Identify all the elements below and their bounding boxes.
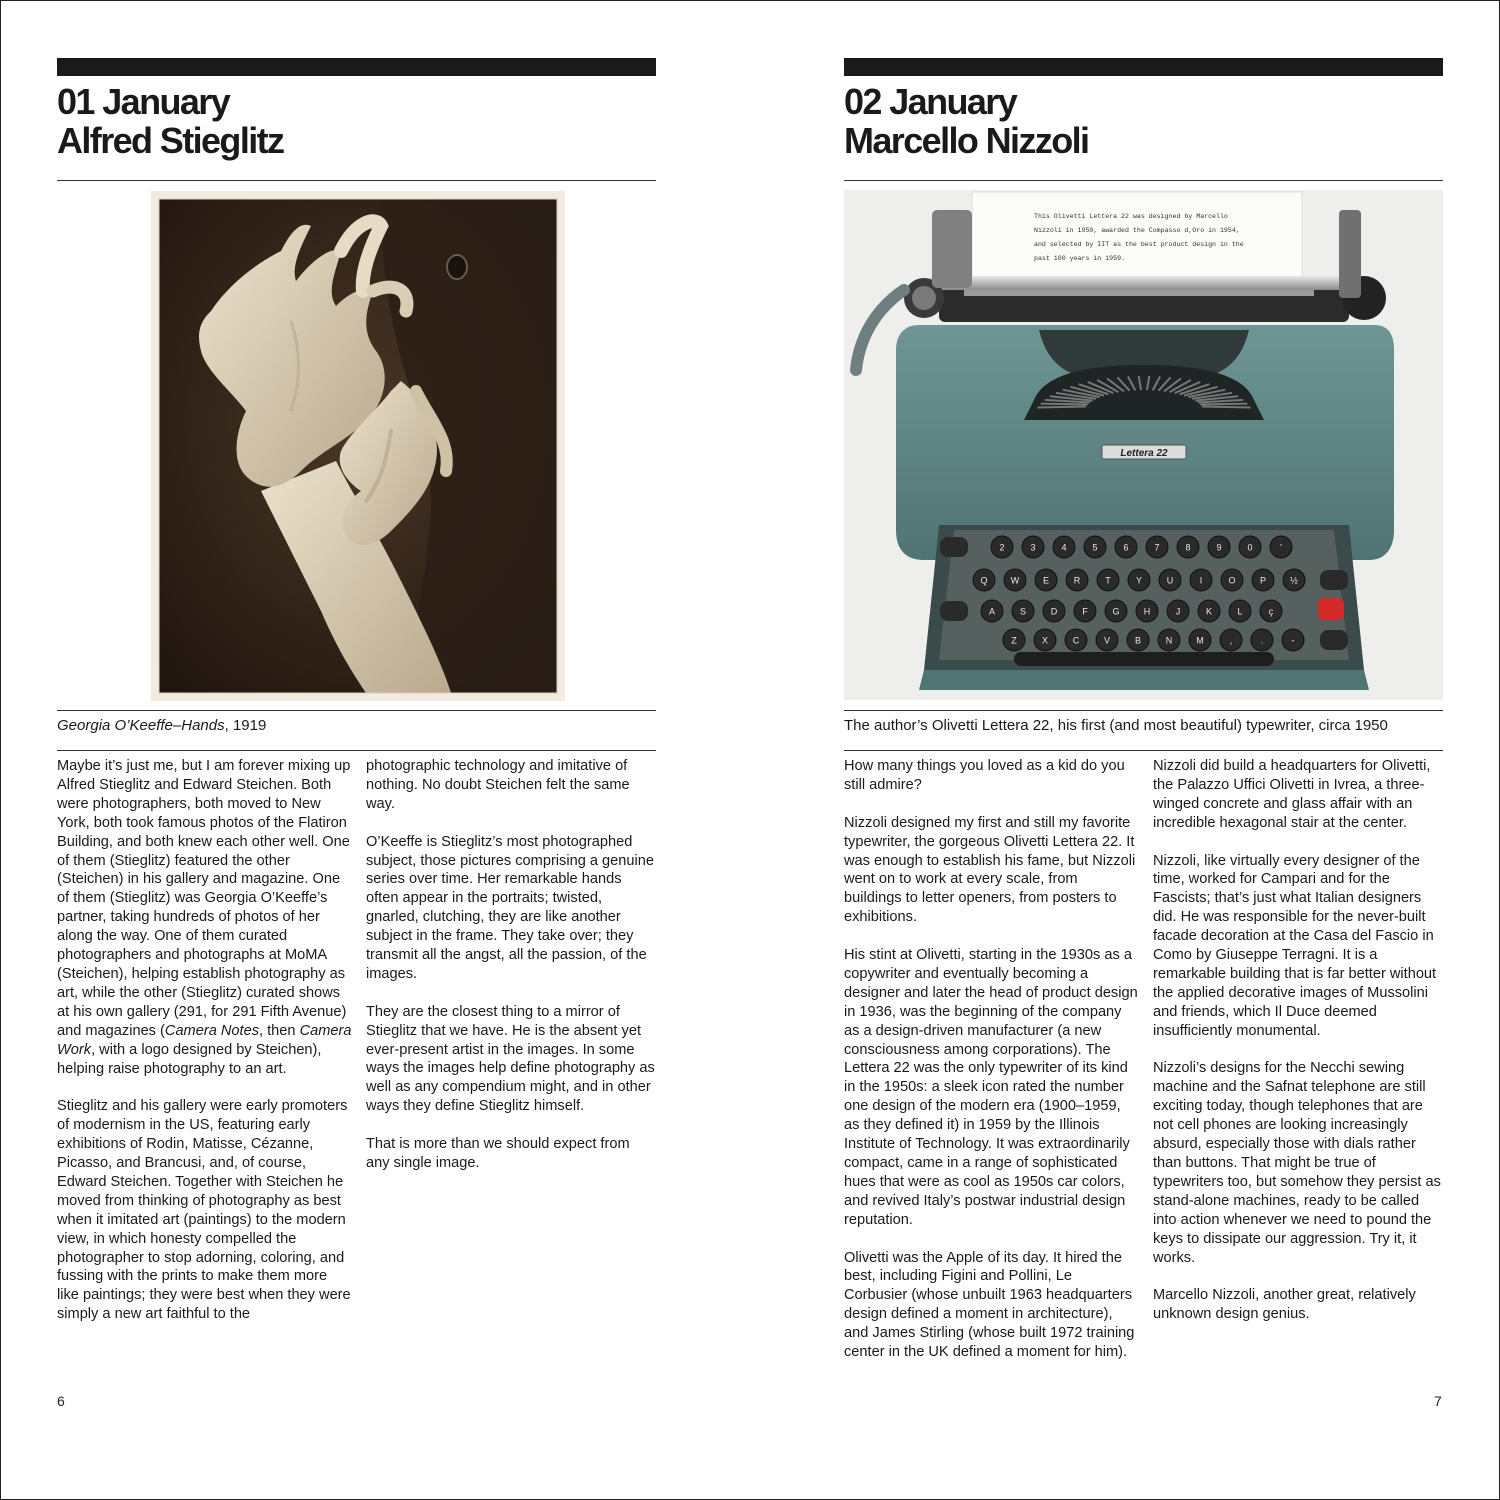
svg-text:M: M: [1196, 635, 1204, 646]
typewriter-key: [1097, 569, 1119, 591]
typewriter-key: [1270, 536, 1292, 558]
typewriter-key: [1034, 629, 1056, 651]
svg-text:L: L: [1237, 606, 1243, 617]
paragraph: They are the closest thing to a mirror of Stieglitz that we have. He is the absent yet ever-present artist in the images. In some ways the images help define photography as well as any compendium might, and in other ways they define Stieglitz himself.: [366, 1003, 655, 1115]
paragraph: Nizzoli’s designs for the Necchi sewing machine and the Safnat telephone are still exciting today, though telephones that are not cell phones are looking increasingly absurd, especially those with dials rather than buttons. That might be true of typewriters too, but somehow they persist as stand-alone machines, ready to be called into action whenever we need to pound the keys to dissipate our aggression. Try it, it works.: [1153, 1060, 1441, 1266]
caption-rule-top: [844, 710, 1443, 711]
typewriter-key: [1282, 629, 1304, 651]
typewriter-key: [1159, 569, 1181, 591]
svg-text:-: -: [1291, 635, 1295, 646]
page-number-right: 7: [1434, 1393, 1442, 1409]
typewriter-key: [1136, 600, 1158, 622]
caption-year: , 1919: [224, 717, 267, 734]
typewriter-modifier-key: [940, 601, 968, 621]
svg-text:T: T: [1105, 575, 1111, 586]
typewriter-key: [973, 569, 995, 591]
svg-text:J: J: [1175, 606, 1181, 617]
body-column-2: [366, 757, 656, 1192]
entry-name: Marcello Nizzoli: [844, 120, 1089, 161]
svg-text:5: 5: [1092, 542, 1098, 553]
typewriter-key: [1105, 600, 1127, 622]
svg-text:G: G: [1112, 606, 1120, 617]
paragraph: O’Keeffe is Stieglitz’s most photographed subject, those pictures comprising a genuine series over time. Her remarkable hands often appear in the portraits; twisted, gnarled, clutching, they are like another subject in the frame. They take over; they transmit all the angst, all the passion, of the images.: [366, 833, 654, 982]
entry-date: 02 January: [844, 81, 1017, 122]
typewriter-key: [1189, 629, 1211, 651]
typewriter-key: [1066, 569, 1088, 591]
svg-text:A: A: [988, 606, 996, 617]
typewriter-key: [1208, 536, 1230, 558]
right-page: [844, 0, 1444, 1500]
typewriter-key: [1127, 629, 1149, 651]
svg-text:.: .: [1260, 635, 1264, 646]
photo-caption: [57, 716, 657, 736]
photo-okeeffe-hands: [151, 191, 565, 701]
svg-text:O: O: [1228, 575, 1236, 586]
svg-text:V: V: [1103, 635, 1111, 646]
svg-text:D: D: [1050, 606, 1058, 617]
paragraph: Maybe it’s just me, but I am forever mixing up Alfred Stieglitz and Edward Steichen. Both were photographers, both moved to New York, both took famous photos of the Flatiron Building, and both knew each other well. One of them (Stieglitz) featured the other (Steichen) in his gallery and magazine. One of them (Stieglitz) was Georgia O’Keeffe’s partner, taking hundreds of photos of her along the way. One of them curated photographers and photographs at MoMA (Steichen), helping establish photography as art, while the other (Stieglitz) curated shows at his own gallery (291, for 291 Fifth Avenue) and magazines (Camera Notes, then Camera Work, with a logo designed by Steichen), helping raise photography to an art.: [57, 758, 352, 1077]
svg-text:N: N: [1165, 635, 1173, 646]
svg-text:,: ,: [1229, 635, 1233, 646]
typewriter-badge: Lettera 22: [1120, 448, 1168, 459]
typewriter-key: [1128, 569, 1150, 591]
typewriter-key: [1146, 536, 1168, 558]
svg-text:7: 7: [1154, 542, 1160, 553]
svg-text:R: R: [1073, 575, 1081, 586]
paragraph: How many things you loved as a kid do you still admire?: [844, 758, 1125, 793]
typewriter-key: [1053, 536, 1075, 558]
typebar: [1037, 407, 1085, 408]
typewriter-key: [1096, 629, 1118, 651]
caption-rule-top: [57, 710, 656, 711]
svg-text:3: 3: [1030, 542, 1036, 553]
typewriter-key: [1221, 569, 1243, 591]
paragraph: His stint at Olivetti, starting in the 1930s as a copywriter and eventually becoming a designer and later the head of product design in 1936, was the beginning of the company as a design-driven manufacturer (a new consciousness among corporations). The Lettera 22 was the only typewriter of its kind in the 1950s: a sleek icon rated the number one design of the modern era (1900–1959, as they defined it) in 1959 by the Illinois Institute of Technology. It was extraordinarily compact, came in a range of sophisticated hues that were as cool as 1950s car colors, and revived Italy’s postwar industrial design reputation.: [844, 947, 1138, 1228]
typed-line: and selected by IIT as the best product design in the: [1034, 241, 1244, 248]
typebar: [1041, 404, 1088, 405]
svg-text:9: 9: [1216, 542, 1222, 553]
svg-text:W: W: [1010, 575, 1020, 586]
typewriter-key: [1084, 536, 1106, 558]
typewriter-key: [1012, 600, 1034, 622]
typewriter-key: [1220, 629, 1242, 651]
svg-text:0: 0: [1247, 542, 1253, 553]
typewriter-key: [981, 600, 1003, 622]
page-number-left: 6: [57, 1393, 65, 1409]
typewriter-key: [1260, 600, 1282, 622]
svg-text:I: I: [1199, 575, 1203, 586]
svg-text:ç: ç: [1268, 606, 1274, 617]
typewriter-key: [1003, 629, 1025, 651]
paragraph: Stieglitz and his gallery were early promoters of modernism in the US, featuring early exhibitions of Rodin, Matisse, Cézanne, Picasso, and Brancusi, and, of course, Edward Steichen. Together with Steichen he moved from thinking of photography as best when it imitated art (paintings) to the modern view, in which honesty compelled the photographer to stop adorning, coloring, and fussing with the prints to make them more like paintings; they were best when they were simply a new art faithful to the: [57, 1098, 351, 1323]
svg-text:K: K: [1205, 606, 1213, 617]
left-page: [57, 0, 657, 1500]
paragraph: photographic technology and imitative of nothing. No doubt Steichen felt the same way.: [366, 758, 630, 812]
svg-text:E: E: [1042, 575, 1050, 586]
typewriter-key: [1283, 569, 1305, 591]
body-column-1: [57, 757, 352, 1343]
title-rule: [844, 180, 1443, 181]
typewriter-key: [1158, 629, 1180, 651]
entry-title: [844, 82, 1444, 160]
typewriter-modifier-key: [1320, 570, 1348, 590]
svg-text:Q: Q: [980, 575, 988, 586]
photo-olivetti-typewriter: [844, 190, 1443, 700]
svg-text:P: P: [1259, 575, 1267, 586]
svg-text:4: 4: [1061, 542, 1067, 553]
typewriter-modifier-key: [940, 537, 968, 557]
svg-text:H: H: [1143, 606, 1151, 617]
typewriter-key: [1167, 600, 1189, 622]
typewriter-key: [1022, 536, 1044, 558]
typed-line: past 100 years in 1959.: [1034, 255, 1126, 262]
svg-text:6: 6: [1123, 542, 1129, 553]
entry-date: 01 January: [57, 81, 230, 122]
svg-text:X: X: [1041, 635, 1049, 646]
title-rule: [57, 180, 656, 181]
caption-title: Georgia O’Keeffe–Hands: [57, 717, 225, 734]
caption-rule-bottom: [844, 750, 1443, 751]
typebar: [1202, 407, 1250, 408]
body-column-2: [1153, 757, 1443, 1343]
typewriter-key: [1043, 600, 1065, 622]
typewriter-key: [1177, 536, 1199, 558]
paragraph: That is more than we should expect from any single image.: [366, 1136, 630, 1171]
typewriter-key: [1074, 600, 1096, 622]
paragraph: Nizzoli designed my first and still my favorite typewriter, the gorgeous Olivetti Lettera 22. It was enough to establish his fame, but Nizzoli went on to work at every scale, from buildings to letter openers, from posters to exhibitions.: [844, 814, 1136, 926]
typed-line: This Olivetti Lettera 22 was designed by Marcello: [1034, 213, 1228, 220]
typewriter-key: [1035, 569, 1057, 591]
paragraph: Marcello Nizzoli, another great, relatively unknown design genius.: [1153, 1287, 1416, 1323]
typebar: [1200, 404, 1247, 405]
paragraph: Olivetti was the Apple of its day. It hired the best, including Figini and Pollini, Le Corbusier (whose unbuilt 1963 headquarters design defined a moment in architecture), and James Stirling (whose built 1972 training center in the UK defined a moment for him).: [844, 1249, 1135, 1361]
svg-text:U: U: [1166, 575, 1174, 586]
red-margin-release-key: [1318, 598, 1344, 620]
svg-text:S: S: [1019, 606, 1027, 617]
svg-text:C: C: [1072, 635, 1080, 646]
header-bar: [844, 58, 1443, 76]
svg-text:½: ½: [1290, 575, 1298, 586]
paragraph: Nizzoli did build a headquarters for Olivetti, the Palazzo Uffici Olivetti in Ivrea, a three-winged concrete and glass affair with an incredible hexagonal stair at the center.: [1153, 758, 1431, 831]
paragraph: Nizzoli, like virtually every designer of the time, worked for Campari and for the Fascists; that’s just what Italian designers did. He was responsible for the never-built facade decoration at the Casa del Fascio in Como by Giuseppe Terragni. It is a remarkable building that is far better without the applied decorative images of Mussolini and friends, which Il Duce deemed insufficiently monumental.: [1153, 852, 1437, 1039]
typewriter-key: [1251, 629, 1273, 651]
typewriter-key: [991, 536, 1013, 558]
caption-rule-bottom: [57, 750, 656, 751]
svg-text:Z: Z: [1011, 635, 1017, 646]
typewriter-key: [1115, 536, 1137, 558]
body-column-1: [844, 757, 1139, 1381]
typewriter-key: [1229, 600, 1251, 622]
entry-name: Alfred Stieglitz: [57, 120, 284, 161]
svg-text:B: B: [1134, 635, 1142, 646]
header-bar: [57, 58, 656, 76]
photo-caption: The author’s Olivetti Lettera 22, his first (and most beautiful) typewriter, circa 1950: [844, 717, 1388, 734]
typewriter-key: [1190, 569, 1212, 591]
typewriter-key: [1252, 569, 1274, 591]
typewriter-key: [1065, 629, 1087, 651]
svg-text:F: F: [1082, 606, 1088, 617]
typewriter-key: [1239, 536, 1261, 558]
svg-text:Y: Y: [1135, 575, 1143, 586]
typewriter-key: [1004, 569, 1026, 591]
typewriter-modifier-key: [1320, 630, 1348, 650]
entry-title: [57, 82, 657, 160]
typewriter-key: [1198, 600, 1220, 622]
svg-text:2: 2: [999, 542, 1005, 553]
svg-text:8: 8: [1185, 542, 1191, 553]
svg-text:': ': [1280, 542, 1282, 553]
typed-line: Nizzoli in 1950, awarded the Compasso d,Oro in 1954,: [1034, 227, 1240, 234]
